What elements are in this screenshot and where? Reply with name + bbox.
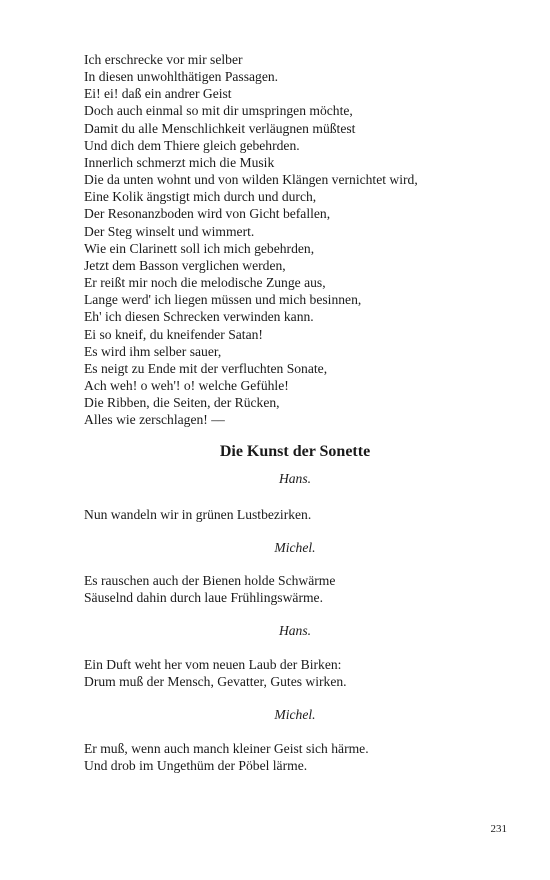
poem-line: Es neigt zu Ende mit der verfluchten Sonate, [84,360,328,376]
speaker-name: Hans. [278,471,312,486]
poem-line: Er reißt mir noch die melodische Zunge aus, [84,275,326,291]
page-number: 231 [490,823,507,835]
poem-line: Doch auch einmal so mit dir umspringen möchte, [84,103,353,119]
poem-line: In diesen unwohlthätigen Passagen. [84,69,279,85]
poem-line: Der Resonanzboden wird von Gicht befallen, [84,206,331,222]
poem-line: Ei! ei! daß ein andrer Geist [84,86,232,102]
poem-line: Ei so kneif, du kneifender Satan! [84,326,263,342]
verse-line: Es rauschen auch der Bienen holde Schwärme [84,573,336,588]
speaker-name: Michel. [274,707,316,722]
poem-line: Die da unten wohnt und von wilden Klängen vernichtet wird, [84,172,418,188]
poem-line: Und dich dem Thiere gleich gebehrden. [84,137,300,153]
speaker-name: Hans. [278,623,312,638]
verse-line: Ein Duft weht her vom neuen Laub der Birken: [84,657,342,672]
verse-line: Er muß, wenn auch manch kleiner Geist sich härme. [84,741,369,756]
speaker-name: Michel. [274,540,316,555]
poem-text [84,51,484,428]
poem-line: Ich erschrecke vor mir selber [84,52,243,67]
poem-line: Ach weh! o weh'! o! welche Gefühle! [84,377,289,393]
verse-line: Und drob im Ungethüm der Pöbel lärme. [84,758,308,774]
poem-line: Wie ein Clarinett soll ich mich gebehrden, [84,240,315,256]
verse-line: Säuselnd dahin durch laue Frühlingswärme. [84,590,323,606]
poem-line: Damit du alle Menschlichkeit verläugnen müßtest [84,120,356,136]
poem-line: Innerlich schmerzt mich die Musik [84,154,275,170]
dialogue-verse [84,506,504,523]
poem-line: Der Steg winselt und wimmert. [84,223,255,239]
poem-line: Eine Kolik ängstigt mich durch und durch, [84,189,317,205]
poem-line: Lange werd' ich liegen müssen und mich besinnen, [84,292,362,308]
verse-line: Nun wandeln wir in grünen Lustbezirken. [84,507,312,522]
poem-line: Jetzt dem Basson verglichen werden, [84,257,286,273]
poem-line: Alles wie zerschlagen! –– [84,412,225,428]
verse-line: Drum muß der Mensch, Gevatter, Gutes wirken. [84,674,347,690]
poem-line: Eh' ich diesen Schrecken verwinden kann. [84,309,314,325]
section-title: Die Kunst der Sonette [219,443,371,460]
dialogue-verse [84,572,504,606]
poem-line: Es wird ihm selber sauer, [84,343,222,359]
poem-line: Die Ribben, die Seiten, der Rücken, [84,395,280,411]
dialogue-verse [84,656,504,690]
dialogue-verse [84,740,504,774]
